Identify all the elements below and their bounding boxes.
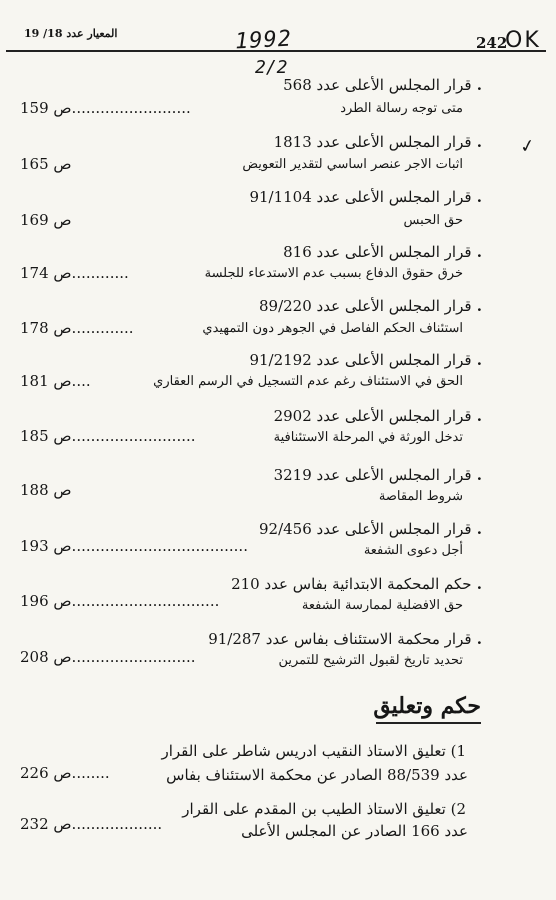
comment-line-1: 1) تعليق الاستاذ النقيب ادريس شاطر على القرار xyxy=(161,742,466,760)
entry-subject: اثبات الاجر عنصر اساسي لتقدير التعويض xyxy=(242,157,463,172)
entry-subject: الحق في الاستئناف رغم عدم التسجيل في الرسم العقاري xyxy=(153,374,463,389)
comment-page: ص 232................... xyxy=(20,815,163,833)
journal-issue-label: المعيار عدد 18/ 19 xyxy=(24,27,118,40)
entry-subject: خرق حقوق الدفاع بسبب عدم الاستدعاء للجلسة xyxy=(204,266,463,281)
entry-title: . قرار المجلس الأعلى عدد 89/220 xyxy=(259,297,482,315)
entry-title: . قرار المجلس الأعلى عدد 3219 xyxy=(273,466,482,484)
handwritten-check-icon: ✓ xyxy=(518,134,537,159)
entry-subject: استئناف الحكم الفاصل في الجوهر دون التمهيدي xyxy=(202,321,463,336)
entry-title: . قرار المجلس الأعلى عدد 92/456 xyxy=(259,520,482,538)
section-title: حكم وتعليق xyxy=(373,693,481,719)
comment-page: ص 226........ xyxy=(20,764,110,782)
entry-title: . قرار محكمة الاستئناف بفاس عدد 91/287 xyxy=(208,630,482,648)
section-underline xyxy=(376,722,481,724)
entry-subject: حق الحبس xyxy=(403,213,463,228)
entry-title: . قرار المجلس الأعلى عدد 568 xyxy=(283,76,482,94)
entry-title: . قرار المجلس الأعلى عدد 2902 xyxy=(273,407,482,425)
entry-title: . قرار المجلس الأعلى عدد 91/1104 xyxy=(249,188,482,206)
entry-page: ص 193..................................... xyxy=(20,537,248,555)
entry-page: ص 174............ xyxy=(20,264,129,282)
entry-page: ص 178............. xyxy=(20,319,134,337)
entry-page: ص 181.... xyxy=(20,372,91,390)
handwritten-fraction-note: 2/2 xyxy=(255,57,288,78)
comment-line-1: 2) تعليق الاستاذ الطيب بن المقدم على القرار xyxy=(182,800,466,818)
entry-title: . قرار المجلس الأعلى عدد 91/2192 xyxy=(249,351,482,369)
header-rule xyxy=(6,50,546,52)
entry-page: ص 185.......................... xyxy=(20,427,196,445)
entry-subject: شروط المقاصة xyxy=(378,489,463,504)
entry-subject: أجل دعوى الشفعة xyxy=(363,543,463,558)
entry-title: . حكم المحكمة الابتدائية بفاس عدد 210 xyxy=(231,575,482,593)
entry-title: . قرار المجلس الأعلى عدد 816 xyxy=(283,243,482,261)
entry-subject: متى توجه رسالة الطرد xyxy=(340,101,463,116)
entry-page: ص 196............................... xyxy=(20,592,220,610)
comment-line-2: عدد 166 الصادر عن المجلس الأعلى xyxy=(241,822,468,840)
page-number: 242 xyxy=(476,34,508,52)
entry-subject: تدخل الورثة في المرحلة الاستئنافية xyxy=(273,430,463,445)
entry-subject: تحديد تاريخ لقبول الترشيح للتمرين xyxy=(278,653,463,668)
entry-subject: حق الافضلية لممارسة الشفعة xyxy=(301,598,463,613)
entry-page: ص 165 xyxy=(20,155,72,173)
handwritten-year-note: 1992 xyxy=(234,26,293,55)
comment-line-2: عدد 88/539 الصادر عن محكمة الاستئناف بفاس xyxy=(166,766,468,784)
entry-page: ص 169 xyxy=(20,211,72,229)
handwritten-ok-note: OK xyxy=(505,28,541,53)
entry-title: . قرار المجلس الأعلى عدد 1813 xyxy=(273,133,482,151)
entry-page: ص 159......................... xyxy=(20,99,191,117)
entry-page: ص 188 xyxy=(20,481,72,499)
entry-page: ص 208.......................... xyxy=(20,648,196,666)
